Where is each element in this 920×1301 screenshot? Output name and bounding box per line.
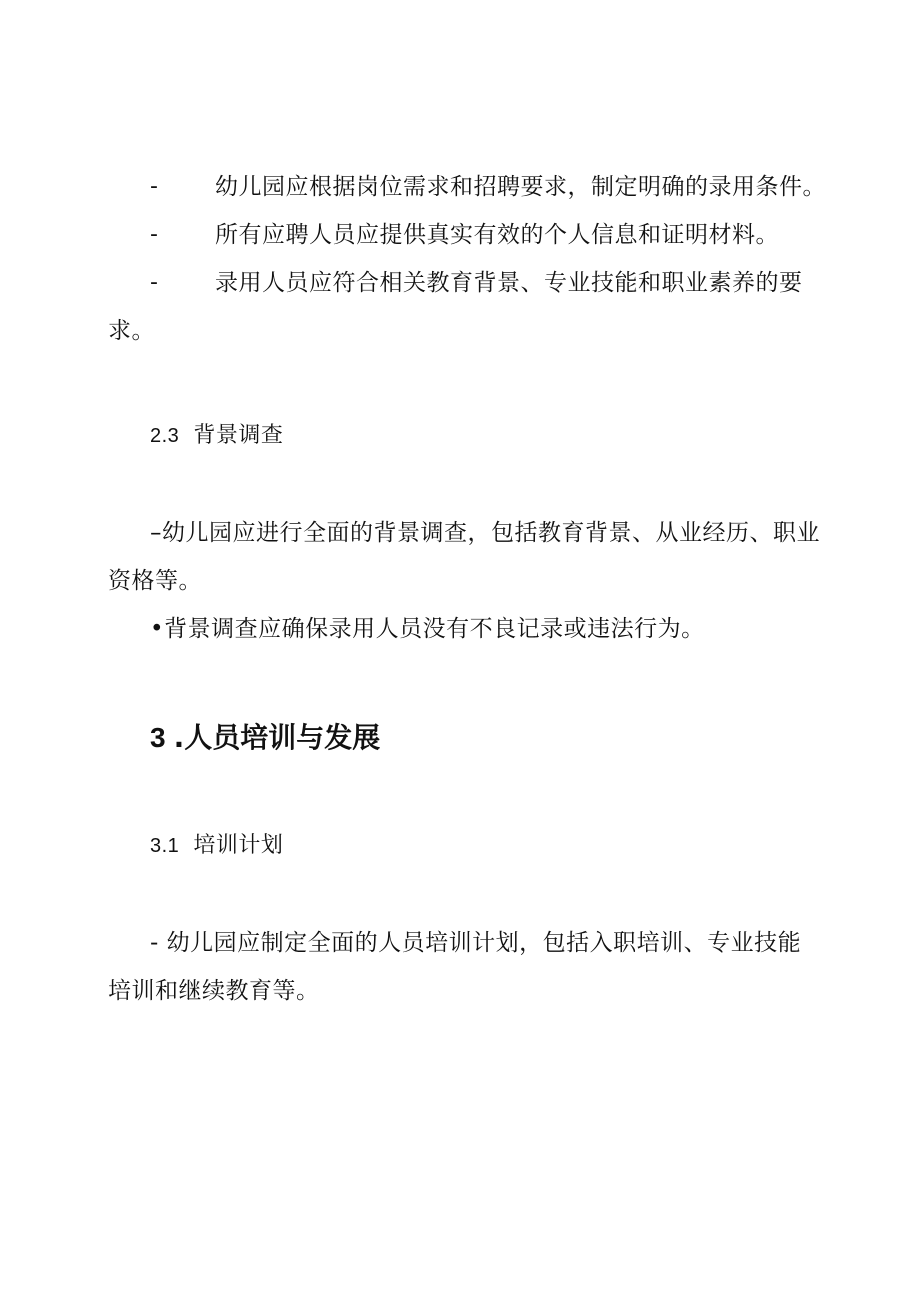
paragraph-line: 培训和继续教育等。	[108, 978, 320, 1004]
list-dash: -	[150, 270, 158, 295]
list-dash: -	[150, 174, 158, 199]
list-item-text: 所有应聘人员应提供真实有效的个人信息和证明材料。	[215, 222, 779, 248]
section-number: 3	[150, 722, 166, 753]
section-heading-3	[150, 720, 380, 756]
paragraph-line: 资格等。	[108, 568, 202, 594]
paragraph-line: –幼儿园应进行全面的背景调查，包括教育背景、从业经历、职业	[150, 520, 820, 546]
subsection-title: 背景调查	[193, 423, 284, 448]
subsection-number: 2.3	[150, 425, 180, 447]
list-item-text: 录用人员应符合相关教育背景、专业技能和职业素养的要	[215, 270, 803, 296]
subsection-title: 培训计划	[193, 833, 284, 858]
paragraph-line: - 幼儿园应制定全面的人员培训计划，包括入职培训、专业技能	[150, 930, 802, 956]
subsection-heading-3-1	[150, 830, 283, 861]
subsection-heading-2-3	[150, 420, 283, 451]
list-item-text: 幼儿园应根据岗位需求和招聘要求，制定明确的录用条件。	[215, 174, 826, 200]
subsection-number: 3.1	[150, 835, 180, 857]
list-item-continuation: 求。	[108, 318, 155, 344]
list-dash: -	[150, 222, 158, 247]
section-title: .人员培训与发展	[173, 721, 381, 754]
paragraph-line: •背景调查应确保录用人员没有不良记录或违法行为。	[150, 616, 705, 642]
